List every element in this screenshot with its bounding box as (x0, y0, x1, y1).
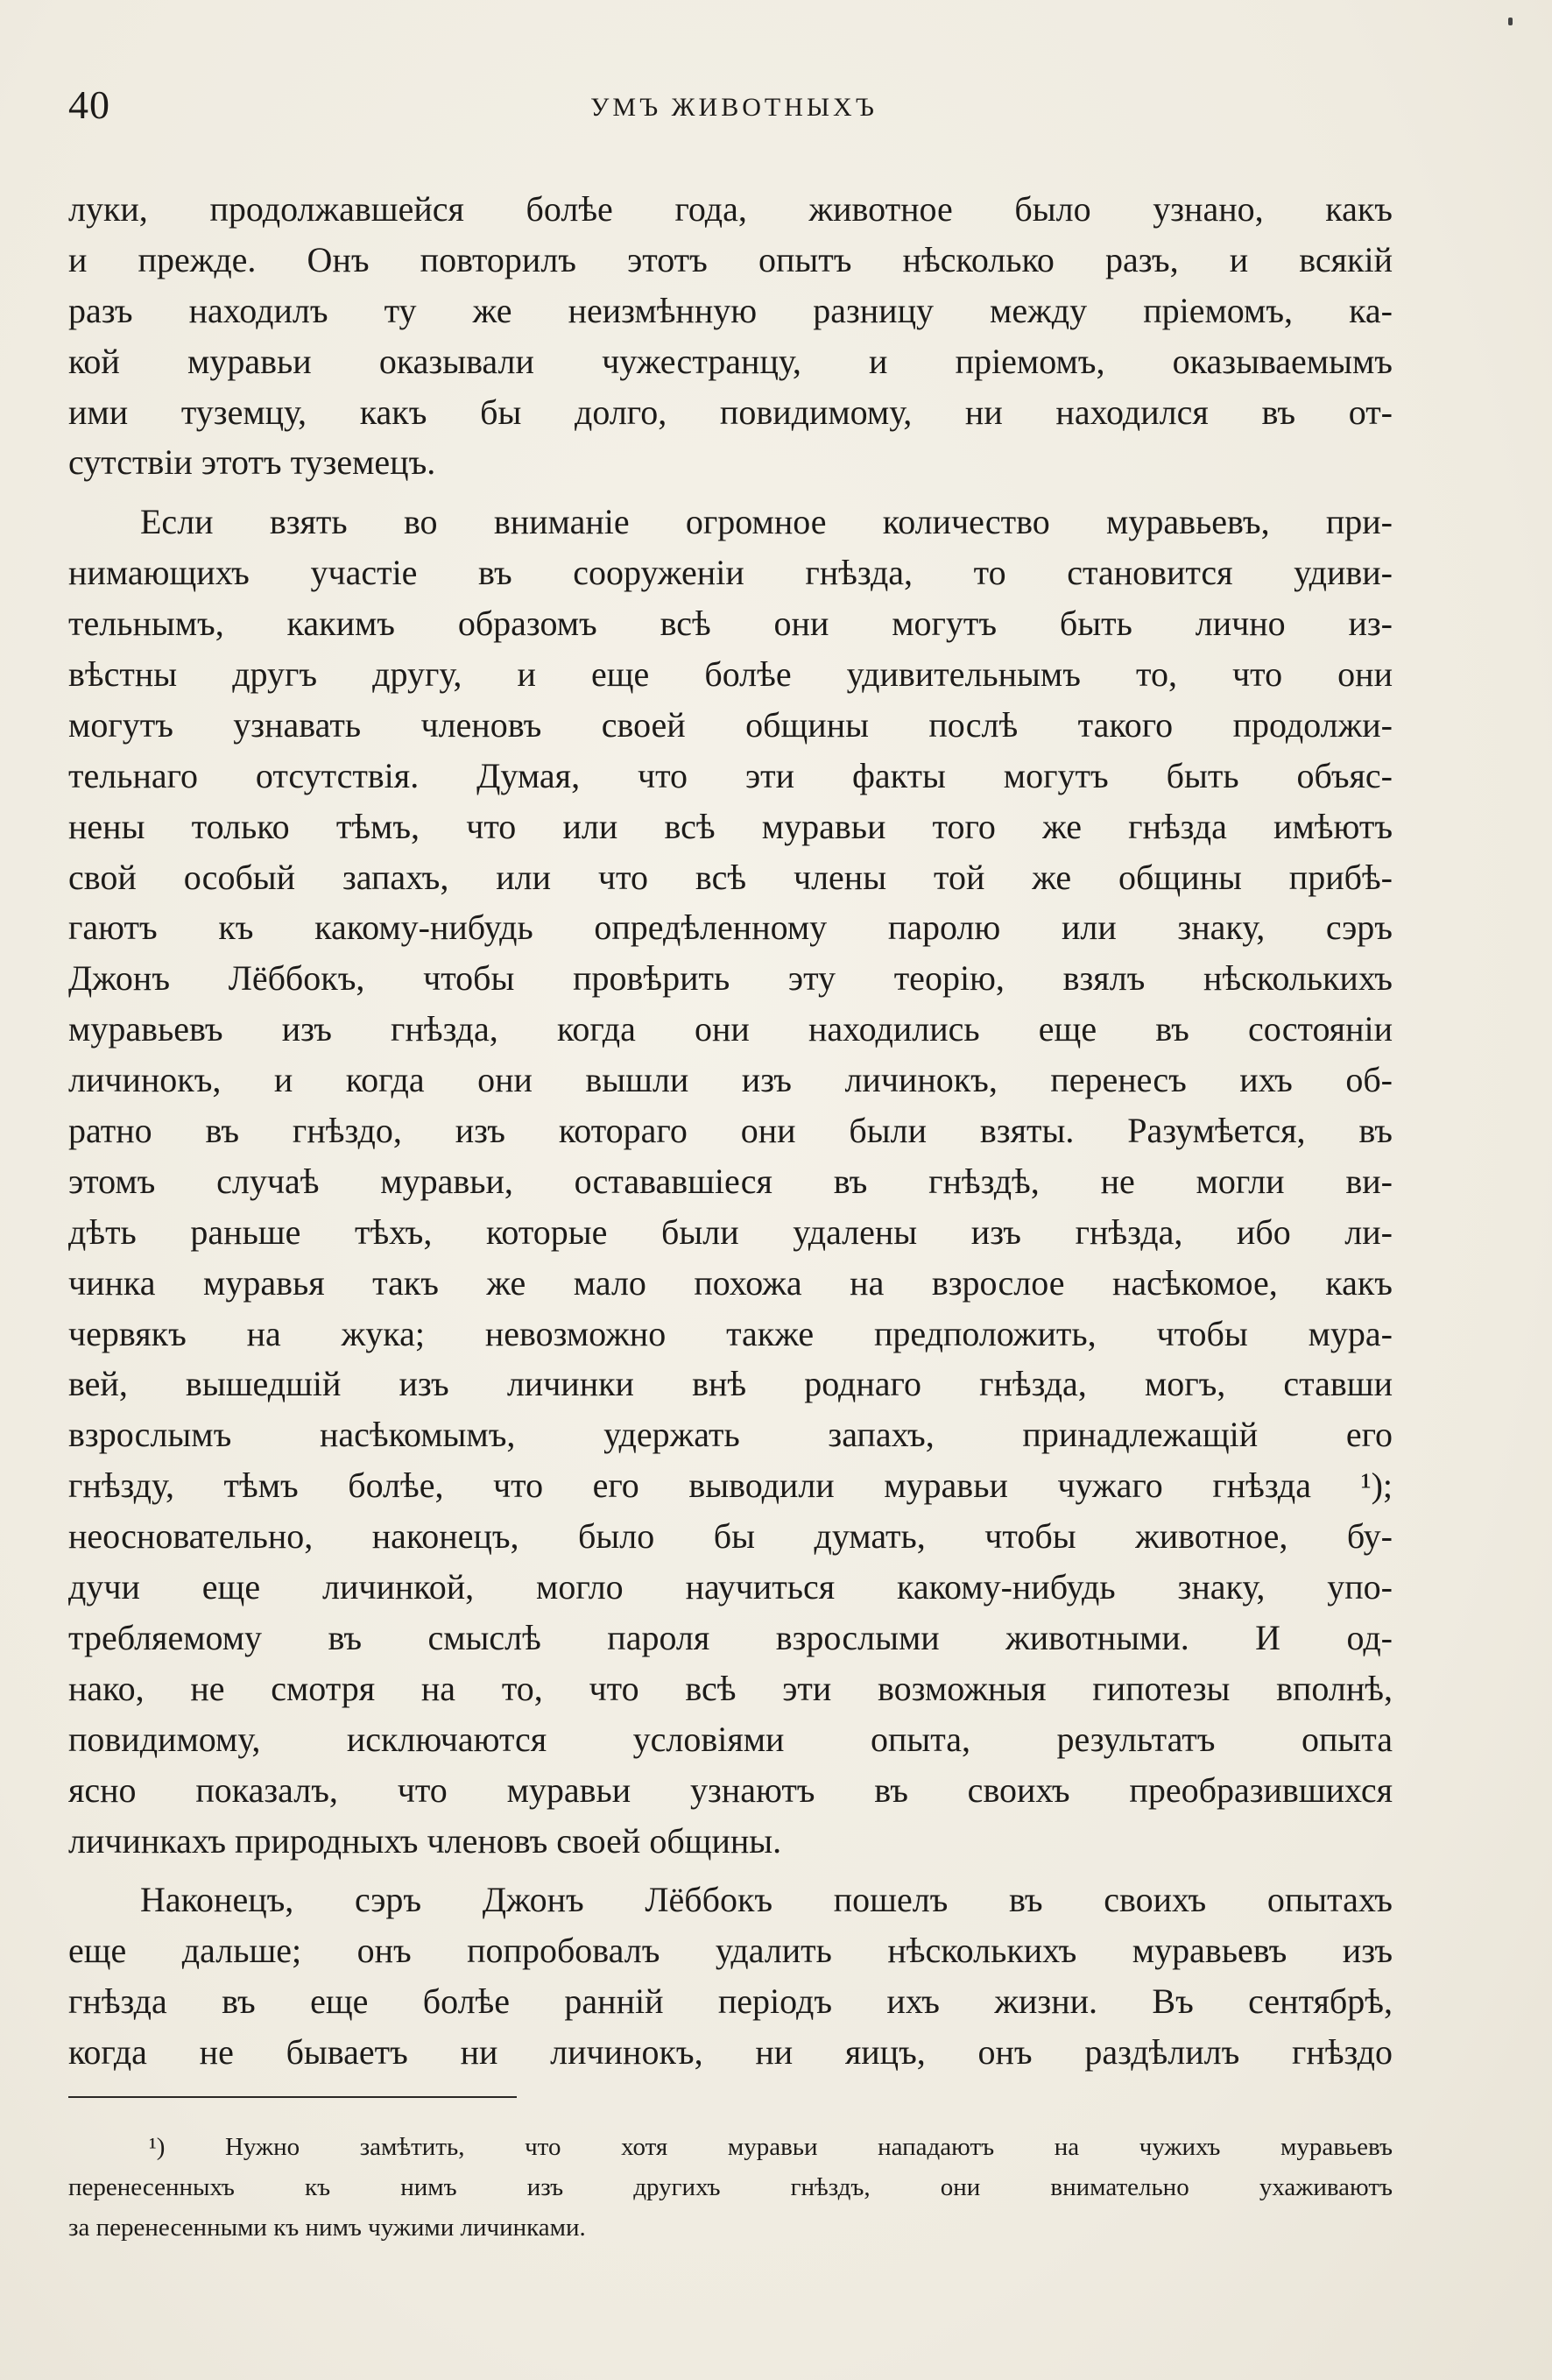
text-line: повидимому, исключаются условіями опыта, результатъ опыта (68, 1719, 1393, 1759)
text-line: луки, продолжавшейся болѣе года, животное было узнано, какъ (68, 189, 1393, 229)
text-line: Джонъ Лёббокъ, чтобы провѣрить эту теорію, взялъ нѣсколькихъ (68, 958, 1393, 999)
footnote-line: перенесенныхъ къ нимъ изъ другихъ гнѣздъ, они внимательно ухаживаютъ (68, 2173, 1393, 2201)
text-line: еще дальше; онъ попробовалъ удалить нѣсколькихъ муравьевъ изъ (68, 1931, 1393, 1971)
text-line: муравьевъ изъ гнѣзда, когда они находились еще въ состояніи (68, 1009, 1393, 1049)
footnote-line: ¹) Нужно замѣтить, что хотя муравьи нападаютъ на чужихъ муравьевъ (149, 2133, 1393, 2161)
text-line: разъ находилъ ту же неизмѣнную разницу между пріемомъ, ка- (68, 290, 1393, 330)
text-line: могутъ узнавать членовъ своей общины послѣ такого продолжи- (68, 704, 1393, 745)
footnote (68, 2127, 1393, 2248)
page-header (68, 79, 1400, 140)
text-line: гнѣзда въ еще болѣе ранній періодъ ихъ жизни. Въ сентябрѣ, (68, 1981, 1393, 2022)
text-line: и прежде. Онъ повторилъ этотъ опытъ нѣсколько разъ, и всякій (68, 239, 1393, 279)
text-line: личинкахъ природныхъ членовъ своей общины. (68, 1820, 782, 1861)
text-line: вѣстны другъ другу, и еще болѣе удивительнымъ то, что они (68, 654, 1393, 695)
text-line: тельнымъ, какимъ образомъ всѣ они могутъ быть лично из- (68, 604, 1393, 644)
text-line: нимающихъ участіе въ сооруженіи гнѣзда, то становится удиви- (68, 553, 1393, 593)
text-line: вей, вышедшій изъ личинки внѣ роднаго гнѣзда, могъ, ставши (68, 1364, 1393, 1404)
text-line: тельнаго отсутствія. Думая, что эти факты могутъ быть объяс- (68, 755, 1393, 795)
text-line: дучи еще личинкой, могло научиться какому-нибудь знаку, упо- (68, 1567, 1393, 1607)
footnote-line: за перенесенными къ нимъ чужими личинками. (68, 2214, 586, 2242)
text-line: нены только тѣмъ, что или всѣ муравьи того же гнѣзда имѣютъ (68, 806, 1393, 846)
text-line: Если взять во вниманіе огромное количество муравьевъ, при- (140, 502, 1393, 542)
text-line: требляемому въ смыслѣ пароля взрослыми животными. И од- (68, 1617, 1393, 1657)
body-text (68, 184, 1393, 2078)
text-line: сутствіи этотъ туземецъ. (68, 442, 436, 483)
text-line: ратно въ гнѣздо, изъ котораго они были взяты. Разумѣется, въ (68, 1111, 1393, 1151)
text-line: неосновательно, наконецъ, было бы думать, чтобы животное, бу- (68, 1516, 1393, 1557)
text-line: взрослымъ насѣкомымъ, удержать запахъ, принадлежащій его (68, 1415, 1393, 1455)
text-line: ими туземцу, какъ бы долго, повидимому, ни находился въ от- (68, 392, 1393, 432)
text-line: ясно показалъ, что муравьи узнаютъ въ своихъ преобразившихся (68, 1769, 1393, 1810)
text-line: личинокъ, и когда они вышли изъ личинокъ, перенесъ ихъ об- (68, 1060, 1393, 1100)
page-number: 40 (68, 82, 110, 127)
text-line: червякъ на жука; невозможно также предположить, чтобы мура- (68, 1313, 1393, 1353)
ink-speck (1508, 18, 1513, 25)
text-line: кой муравьи оказывали чужестранцу, и пріемомъ, оказываемымъ (68, 341, 1393, 381)
text-line: свой особый запахъ, или что всѣ члены той же общины прибѣ- (68, 857, 1393, 897)
footnote-divider (68, 2096, 517, 2098)
running-title: УМЪ ЖИВОТНЫХЪ (590, 93, 878, 122)
text-line: чинка муравья такъ же мало похожа на взрослое насѣкомое, какъ (68, 1262, 1393, 1303)
text-line: гаютъ къ какому-нибудь опредѣленному паролю или знаку, сэръ (68, 908, 1393, 948)
text-line: нако, не смотря на то, что всѣ эти возможныя гипотезы вполнѣ, (68, 1668, 1393, 1708)
text-line: гнѣзду, тѣмъ болѣе, что его выводили муравьи чужаго гнѣзда ¹); (68, 1465, 1393, 1506)
text-line: дѣть раньше тѣхъ, которые были удалены изъ гнѣзда, ибо ли- (68, 1211, 1393, 1252)
text-line: Наконецъ, сэръ Джонъ Лёббокъ пошелъ въ своихъ опытахъ (140, 1880, 1393, 1920)
text-line: этомъ случаѣ муравьи, остававшіеся въ гнѣздѣ, не могли ви- (68, 1161, 1393, 1201)
text-line: когда не бываетъ ни личинокъ, ни яицъ, онъ раздѣлилъ гнѣздо (68, 2032, 1393, 2073)
